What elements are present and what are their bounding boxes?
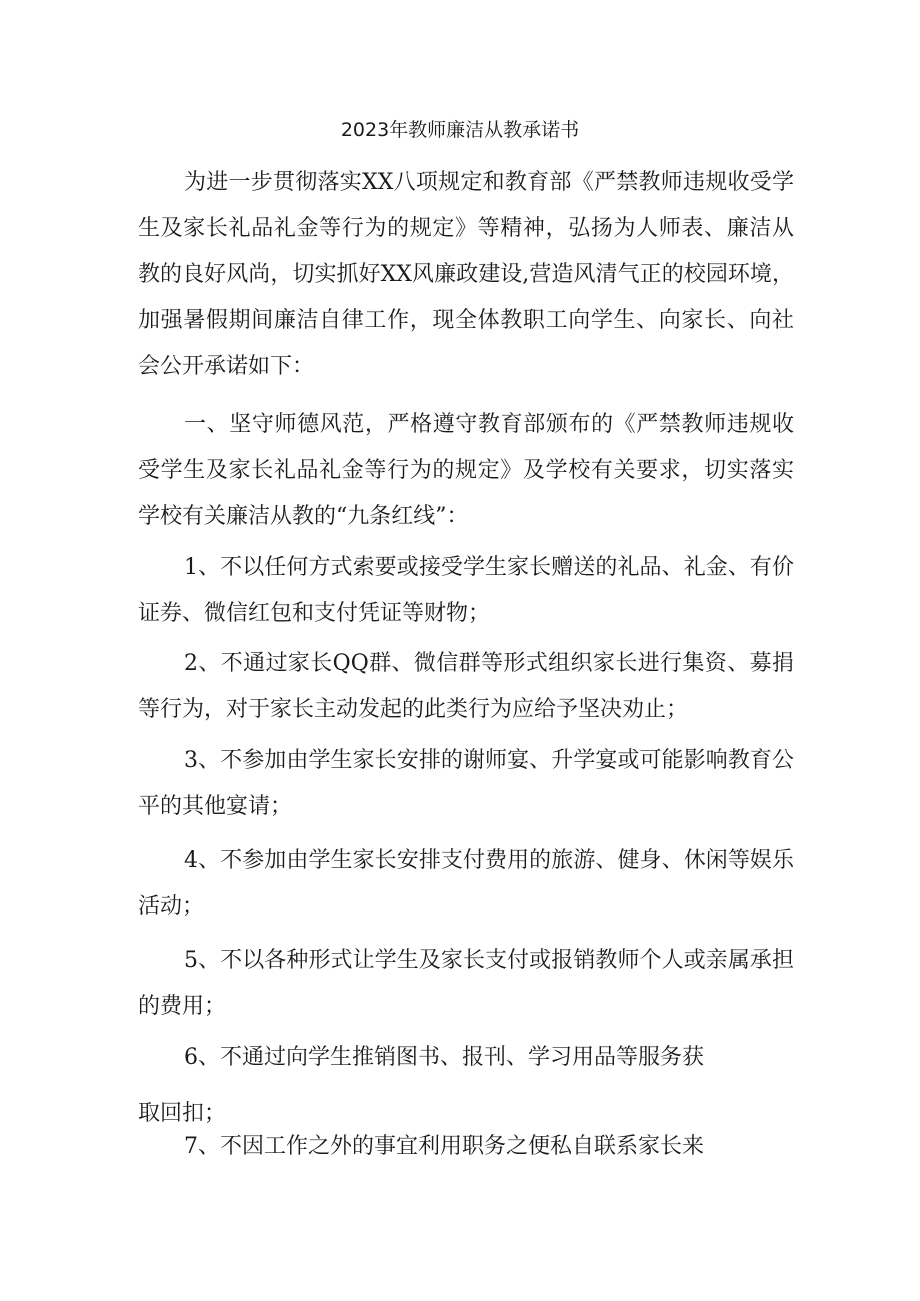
rule-7-paragraph: 7、不因工作之外的事宜利用职务之便私自联系家长来 <box>184 1134 704 1159</box>
rule-6-paragraph: 6、不通过向学生推销图书、报刊、学习用品等服务获 <box>184 1045 704 1070</box>
rule-3-paragraph: 3、不参加由学生家长安排的谢师宴、升学宴或可能影响教育公平的其他宴请； <box>138 748 794 819</box>
rule-2-paragraph: 2、不通过家长QQ群、微信群等形式组织家长进行集资、募捐等行为，对于家长主动发起的此类行为应给予坚决劝止； <box>138 651 794 722</box>
intro-paragraph: 为进一步贯彻落实XX八项规定和教育部《严禁教师违规收受学生及家长礼品礼金等行为的规定》等精神，弘扬为人师表、廉洁从教的良好风尚，切实抓好XX风廉政建设,营造风清气正的校园环境，加强暑假期间廉洁自律工作，现全体教职工向学生、向家长、向社会公开承诺如下： <box>138 170 794 379</box>
rule-4-paragraph: 4、不参加由学生家长安排支付费用的旅游、健身、休闲等娱乐活动； <box>138 848 794 919</box>
document-title: 2023年教师廉洁从教承诺书 <box>340 119 580 141</box>
rule-5-paragraph: 5、不以各种形式让学生及家长支付或报销教师个人或亲属承担的费用； <box>138 948 794 1019</box>
rule-6-continuation: 取回扣； <box>138 1101 227 1126</box>
section-one-paragraph: 一、坚守师德风范，严格遵守教育部颁布的《严禁教师违规收受学生及家长礼品礼金等行为的规定》及学校有关要求，切实落实学校有关廉洁从教的“九条红线”： <box>138 412 794 529</box>
rule-1-paragraph: 1、不以任何方式索要或接受学生家长赠送的礼品、礼金、有价证券、微信红包和支付凭证等财物； <box>138 555 794 626</box>
